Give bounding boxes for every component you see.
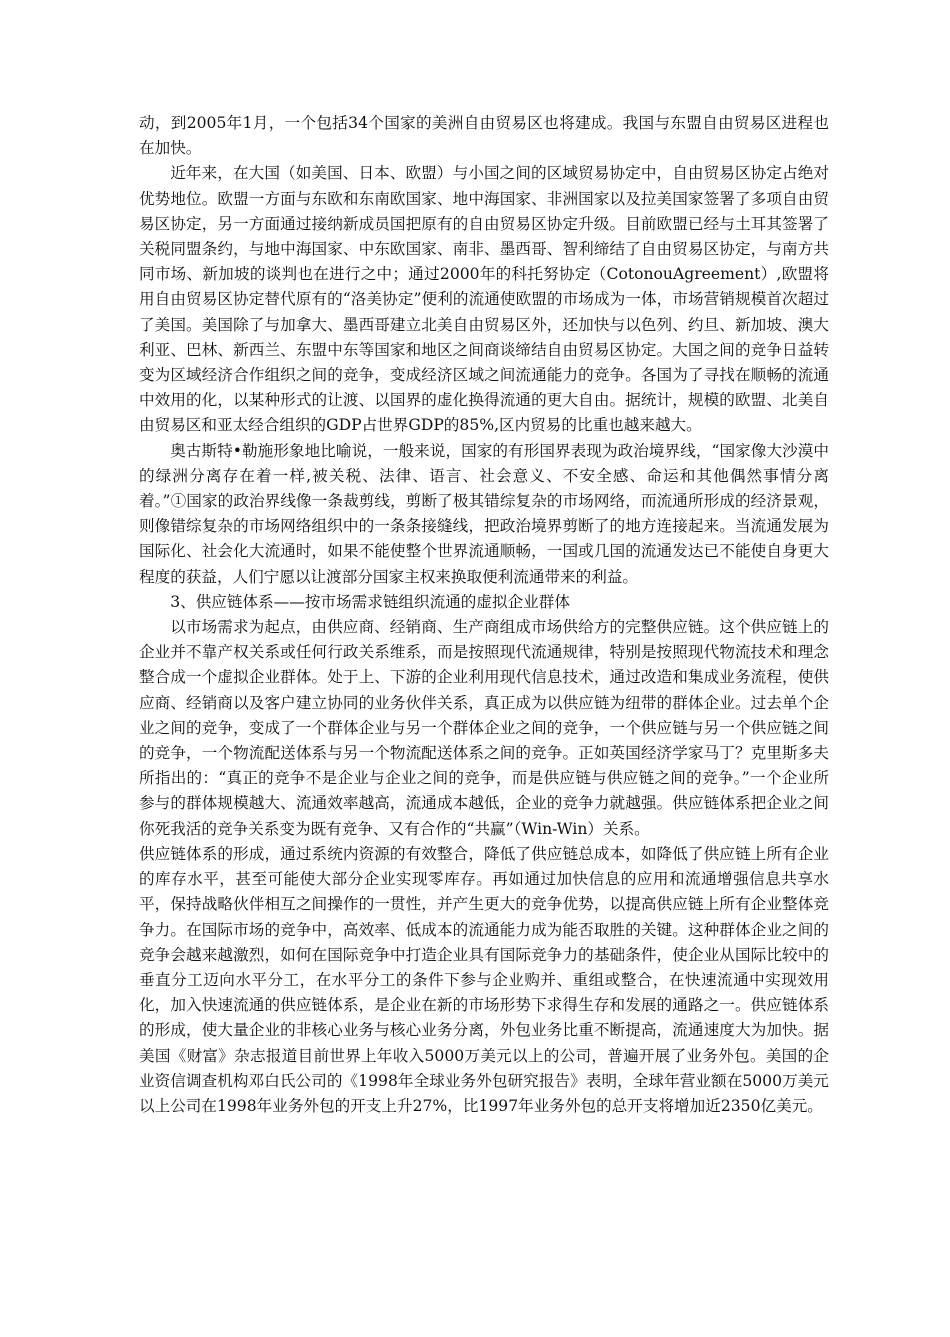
paragraph-5: 供应链体系的形成，通过系统内资源的有效整合，降低了供应链总成本，如降低了供应链上所有企业的库存水平，甚至可能使大部分企业实现零库存。再如通过加快信息的应用和流通增强信息共享水平，保持战略伙伴相互之间操作的一贯性，并产生更大的竞争优势，以提高供应链上所有企业整体竞争力。在国际市场的竞争中，高效率、低成本的流通能力成为能否取胜的关键。这种群体企业之间的竞争会越来越激烈，如何在国际竞争中打造企业具有国际竞争力的基础条件，使企业从国际比较中的垂直分工迈向水平分工，在水平分工的条件下参与企业购并、重组或整合，在快速流通中实现效用化，加入快速流通的供应链体系，是企业在新的市场形势下求得生存和发展的通路之一。供应链体系的形成，使大量企业的非核心业务与核心业务分离，外包业务比重不断提高，流通速度大为加快。据美国《财富》杂志报道目前世界上年收入5000万美元以上的公司，普遍开展了业务外包。美国的企业资信调查机构邓白氏公司的《1998年全球业务外包研究报告》表明，全球年营业额在5000万美元以上公司在1998年业务外包的开支上升27%，比1997年业务外包的总开支将增加近2350亿美元。 bbox=[139, 844, 829, 1115]
paragraph-3: 奥古斯特•勒施形象地比喻说，一般来说，国家的有形国界表现为政治境界线，“国家像大沙漠中的绿洲分离存在着一样,被关税、法律、语言、社会意义、不安全感、命运和其他偶然事情分离着。”①国家的政治界线像一条裁剪线，剪断了极其错综复杂的市场网络，而流通所形成的经济景观，则像错综复杂的市场网络组织中的一条条接缝线，把政治境界剪断了的地方连接起来。当流通发展为国际化、社会化大流通时，如果不能使整个世界流通顺畅，一国或几国的流通发达已不能使自身更大程度的获益，人们宁愿以让渡部分国家主权来换取便利流通带来的利益。 bbox=[139, 441, 829, 586]
document-body bbox=[139, 111, 829, 1119]
section-heading: 3、供应链体系——按市场需求链组织流通的虚拟企业群体 bbox=[170, 592, 570, 611]
paragraph-1: 动，到2005年1月，一个包括34个国家的美洲自由贸易区也将建成。我国与东盟自由贸易区进程也在加快。 bbox=[139, 114, 829, 158]
paragraph-4: 以市场需求为起点，由供应商、经销商、生产商组成市场供给方的完整供应链。这个供应链上的企业并不靠产权关系或任何行政关系维系，而是按照现代流通规律，特别是按照现代物流技术和理念整合成一个虚拟企业群体。处于上、下游的企业利用现代信息技术，通过改造和集成业务流程，使供应商、经销商以及客户建立协同的业务伙伴关系，真正成为以供应链为纽带的群体企业。过去单个企业之间的竞争，变成了一个群体企业与另一个群体企业之间的竞争，一个供应链与另一个供应链之间的竞争，一个物流配送体系与另一个物流配送体系之间的竞争。正如英国经济学家马丁？克里斯多夫所指出的：“真正的竞争不是企业与企业之间的竞争，而是供应链与供应链之间的竞争。”一个企业所参与的群体规模越大、流通效率越高，流通成本越低，企业的竞争力就越强。供应链体系把企业之间你死我活的竞争关系变为既有竞争、又有合作的“共赢”（Win-Win）关系。 bbox=[139, 618, 829, 838]
paragraph-2: 近年来，在大国（如美国、日本、欧盟）与小国之间的区域贸易协定中，自由贸易区协定占绝对优势地位。欧盟一方面与东欧和东南欧国家、地中海国家、非洲国家以及拉美国家签署了多项自由贸易区协定，另一方面通过接纳新成员国把原有的自由贸易区协定升级。目前欧盟已经与土耳其签署了关税同盟条约，与地中海国家、中东欧国家、南非、墨西哥、智利缔结了自由贸易区协定，与南方共同市场、新加坡的谈判也在进行之中；通过2000年的科托努协定（CotonouAgreement）,欧盟将用自由贸易区协定替代原有的“洛美协定”便利的流通使欧盟的市场成为一体，市场营销规模首次超过了美国。美国除了与加拿大、墨西哥建立北美自由贸易区外，还加快与以色列、约旦、新加坡、澳大利亚、巴林、新西兰、东盟中东等国家和地区之间商谈缔结自由贸易区协定。大国之间的竞争日益转变为区域经济合作组织之间的竞争，变成经济区域之间流通能力的竞争。各国为了寻找在顺畅的流通中效用的化，以某种形式的让渡、以国界的虚化换得流通的更大自由。据统计，规模的欧盟、北美自由贸易区和亚太经合组织的GDP占世界GDP的85%,区内贸易的比重也越来越大。 bbox=[139, 164, 829, 435]
